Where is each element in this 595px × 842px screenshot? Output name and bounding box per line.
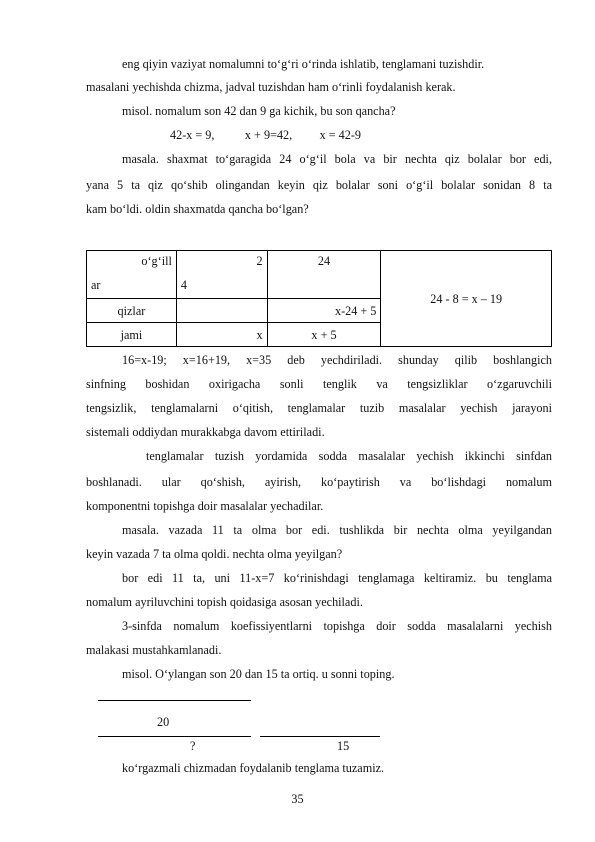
paragraph-5-line-1: tenglamalar tuzish yordamida sodda masalalar yechish ikkinchi sinfdan bbox=[146, 449, 552, 463]
problem-1-line-1: masala. shaxmat to‘garagida 24 o‘g‘il bola va bir nechta qiz bolalar bor edi, bbox=[122, 152, 552, 166]
table-cell-total-label: jami bbox=[87, 323, 177, 347]
example-1-equations: 42-x = 9, x + 9=42, x = 42-9 bbox=[170, 128, 362, 142]
table-cell-boys-value: 2 4 bbox=[176, 251, 267, 299]
table-cell-girls-label: qizlar bbox=[87, 299, 177, 323]
paragraph-7-line-2: nomalum ayriluvchini topish qoidasiga asosan yechiladi. bbox=[86, 595, 363, 609]
problem-2-line-2: keyin vazada 7 ta olma qoldi. nechta olma yeyilgan? bbox=[86, 547, 343, 561]
paragraph-1-line-2: masalani yechishda chizma, jadval tuzishdan ham o‘rinli foydalanish kerak. bbox=[86, 80, 456, 94]
diagram-label-unknown: ? bbox=[190, 739, 196, 753]
paragraph-5-line-3: komponentni topishga doir masalalar yechadilar. bbox=[86, 499, 324, 513]
example-2-text: misol. O‘ylangan son 20 dan 15 ta ortiq. u sonni toping. bbox=[122, 667, 395, 681]
data-table bbox=[86, 250, 552, 347]
diagram-bottom-right-line bbox=[260, 736, 380, 737]
paragraph-8-line-1: 3-sinfda nomalum koefissiyentlarni topishga doir sodda masalalarni yechish bbox=[122, 619, 552, 633]
table-cell-total-sum: x + 5 bbox=[267, 323, 381, 347]
problem-1-line-3: kam bo‘ldi. oldin shaxmatda qancha bo‘lgan? bbox=[86, 202, 309, 216]
paragraph-4-line-3: tengsizlik, tenglamalarni o‘qitish, tenglamalar tuzib masalalar yechish jarayoni bbox=[86, 401, 552, 415]
diagram-bottom-left-line bbox=[98, 736, 251, 737]
page-number: 35 bbox=[291, 792, 304, 806]
diagram-top-line bbox=[98, 700, 251, 701]
problem-2-line-1: masala. vazada 11 ta olma bor edi. tushlikda bir nechta olma yeyilgandan bbox=[122, 523, 552, 537]
table-cell-girls-value bbox=[176, 299, 267, 323]
table-cell-equation: 24 - 8 = x – 19 bbox=[381, 251, 552, 347]
diagram-label-15: 15 bbox=[337, 739, 350, 753]
paragraph-4-line-4: sistemali oddiydan murakkabga davom ettiriladi. bbox=[86, 425, 325, 439]
table-cell-total-value: x bbox=[176, 323, 267, 347]
example-1-question: misol. nomalum son 42 dan 9 ga kichik, bu son qancha? bbox=[122, 104, 396, 118]
problem-1-line-2: yana 5 ta qiz qo‘shib olingandan keyin qiz bolalar soni o‘g‘il bolalar sonidan 8 ta bbox=[86, 178, 552, 192]
table-cell-boys-total: 24 bbox=[267, 251, 381, 299]
diagram-label-20: 20 bbox=[157, 715, 170, 729]
paragraph-1-line-1: eng qiyin vaziyat nomalumni to‘g‘ri o‘rinda ishlatib, tenglamani tuzishdir. bbox=[122, 57, 485, 71]
paragraph-7-line-1: bor edi 11 ta, uni 11-x=7 ko‘rinishdagi tenglamaga keltiramiz. bu tenglama bbox=[122, 571, 552, 585]
table-cell-boys-label: o‘g‘ill ar bbox=[87, 251, 177, 299]
paragraph-4-line-1: 16=x-19; x=16+19, x=35 deb yechdiriladi. shunday qilib boshlangich bbox=[122, 353, 552, 367]
paragraph-4-line-2: sinfning boshidan oxirigacha sonli tenglik va tengsizliklar o‘zgaruvchili bbox=[86, 377, 552, 391]
closing-text: ko‘rgazmali chizmadan foydalanib tenglama tuzamiz. bbox=[122, 761, 385, 775]
paragraph-5-line-2: boshlanadi. ular qo‘shish, ayirish, ko‘paytirish va bo‘lishdagi nomalum bbox=[86, 475, 552, 489]
table-cell-girls-total: x-24 + 5 bbox=[267, 299, 381, 323]
paragraph-8-line-2: malakasi mustahkamlanadi. bbox=[86, 643, 222, 657]
